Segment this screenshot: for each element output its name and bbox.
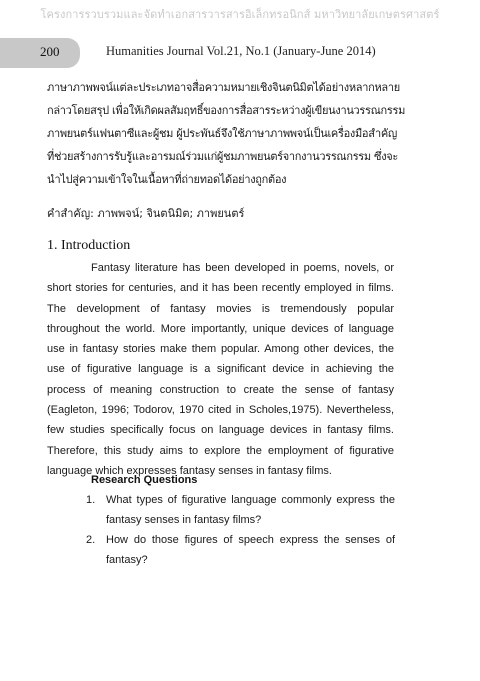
thai-paragraph-line: กล่าวโดยสรุป เพื่อให้เกิดผลสัมฤทธิ์ของการสื่อสารระหว่างผู้เขียนงานวรรณกรรม: [47, 104, 406, 117]
thai-paragraph-line: ที่ช่วยสร้างการรับรู้และอารมณ์ร่วมแก่ผู้ชมภาพยนตร์จากงานวรรณกรรม ซึ่งจะ: [47, 150, 399, 163]
thai-paragraph-line: ภาพยนตร์แฟนตาซีและผู้ชม ผู้ประพันธ์จึงใช้ภาษาภาพพจน์เป็นเครื่องมือสำคัญ: [47, 127, 397, 140]
thai-paragraph-line: นำไปสู่ความเข้าใจในเนื้อหาที่ถ่ายทอดได้อย่างถูกต้อง: [47, 173, 287, 186]
thai-paragraph-line: ภาษาภาพพจน์แต่ละประเภทอาจสื่อความหมายเชิงจินตนิมิตได้อย่างหลากหลาย: [47, 81, 400, 94]
research-questions-list: [86, 490, 395, 570]
list-item-text: How do those figures of speech express the senses of fantasy?: [106, 534, 395, 566]
list-item: [86, 490, 395, 530]
research-questions-heading: Research Questions: [91, 474, 198, 486]
section-heading: 1. Introduction: [47, 238, 131, 253]
list-item-number: 2.: [86, 534, 96, 546]
page-number: 200: [40, 44, 60, 59]
introduction-paragraph: Fantasy literature has been developed in poems, novels, or short stories for centuries, and it has been recently employed in films. The development of fantasy movies is tremendously popular throughout the world. More importantly, unique devices of language use in fantasy stories make them popular. Among other devices, the use of figurative language is a significant device in achieving the process of meaning construction to create the sense of fantasy (Eagleton, 1996; Todorov, 1970 cited in Scholes,1975). Nevertheless, few studies specifically focus on language devices in fantasy films. Therefore, this study aims to explore the employment of figurative language which expresses fantasy senses in fantasy films.: [47, 262, 394, 477]
list-item-text: What types of figurative language commonly express the fantasy senses in fantasy films?: [106, 494, 395, 526]
list-item-number: 1.: [86, 494, 96, 506]
watermark: โครงการรวบรวมและจัดทำเอกสารวารสารอิเล็กทรอนิกส์ มหาวิทยาลัยเกษตรศาสตร์: [40, 8, 440, 21]
journal-title: Humanities Journal Vol.21, No.1 (January-June 2014): [106, 44, 376, 58]
keywords: คำสำคัญ: ภาพพจน์; จินตนิมิต; ภาพยนตร์: [47, 207, 245, 220]
list-item: [86, 530, 395, 570]
